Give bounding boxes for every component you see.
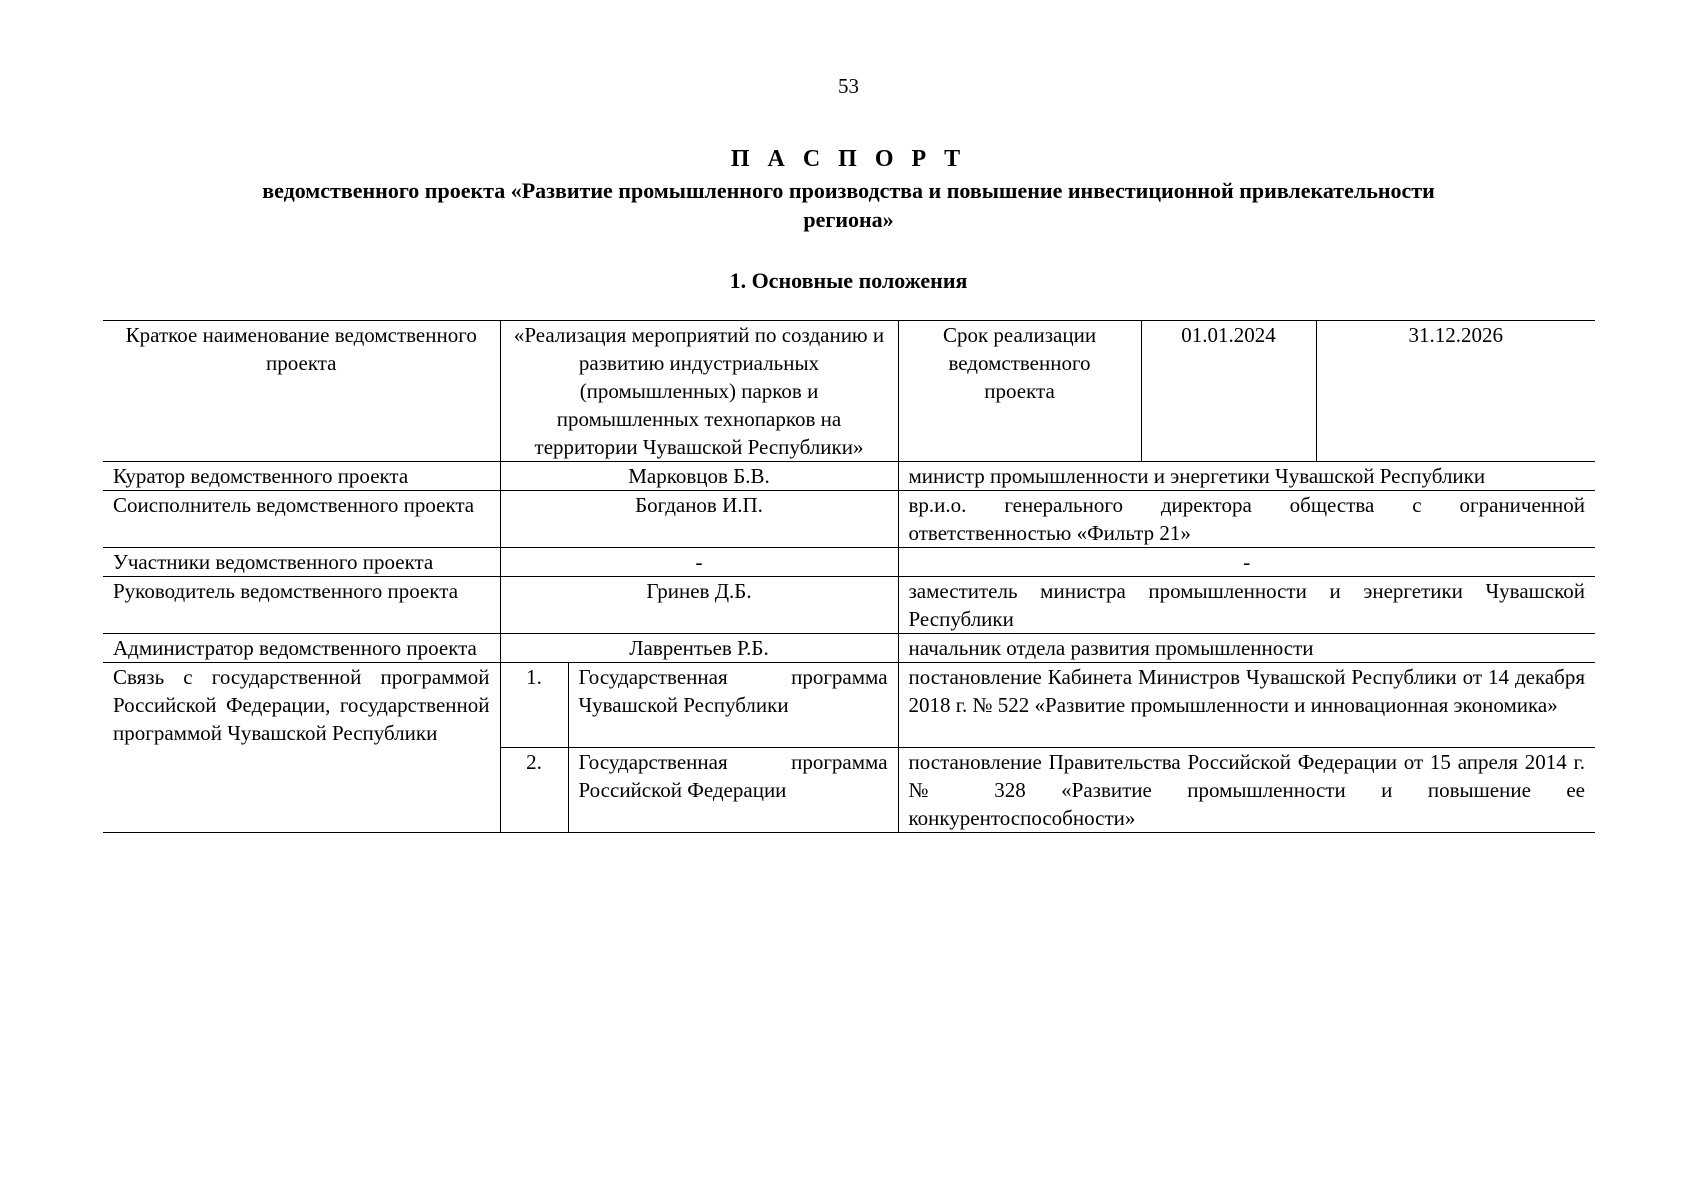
link-program-2: Государственная программа Российской Федерации	[568, 748, 898, 833]
table-row-coexecutor	[103, 491, 1595, 548]
short-name-value: «Реализация мероприятий по созданию и развитию индустриальных (промышленных) парков и промышленных технопарков на территории Чувашской Республики»	[500, 321, 898, 462]
table-row-head	[103, 577, 1595, 634]
document-title: П А С П О Р Т	[730, 146, 967, 172]
document-subtitle: ведомственного проекта «Развитие промышленного производства и повышение инвестиционной привлекательности региона»	[262, 178, 1435, 232]
link-program-1: Государственная программа Чувашской Республики	[568, 663, 898, 748]
coexecutor-label: Соисполнитель ведомственного проекта	[103, 491, 500, 548]
curator-position: министр промышленности и энергетики Чувашской Республики	[898, 462, 1595, 491]
table-row-curator	[103, 462, 1595, 491]
links-label: Связь с государственной программой Российской Федерации, государственной программой Чувашской Республики	[103, 663, 500, 833]
curator-label: Куратор ведомственного проекта	[103, 462, 500, 491]
participants-name: -	[500, 548, 898, 577]
short-name-label: Краткое наименование ведомственного проекта	[103, 321, 500, 462]
section-heading: 1. Основные положения	[729, 268, 968, 293]
page-number: 53	[838, 74, 859, 98]
table-row-participants	[103, 548, 1595, 577]
admin-name: Лаврентьев Р.Б.	[500, 634, 898, 663]
table-row-short-name	[103, 321, 1595, 462]
period-label: Срок реализации ведомственного проекта	[898, 321, 1141, 462]
link-document-1: постановление Кабинета Министров Чувашской Республики от 14 декабря 2018 г. № 522 «Развитие промышленности и инновационная экономика»	[898, 663, 1595, 748]
passport-table	[103, 320, 1595, 833]
table-row-link-1	[103, 663, 1595, 748]
participants-label: Участники ведомственного проекта	[103, 548, 500, 577]
coexecutor-position: вр.и.о. генерального директора общества с ограниченной ответственностью «Фильтр 21»	[898, 491, 1595, 548]
link-num-2: 2.	[500, 748, 568, 833]
head-position: заместитель министра промышленности и энергетики Чувашской Республики	[898, 577, 1595, 634]
admin-position: начальник отдела развития промышленности	[898, 634, 1595, 663]
table-row-admin	[103, 634, 1595, 663]
head-label: Руководитель ведомственного проекта	[103, 577, 500, 634]
participants-position: -	[898, 548, 1595, 577]
coexecutor-name: Богданов И.П.	[500, 491, 898, 548]
end-date: 31.12.2026	[1316, 321, 1595, 462]
head-name: Гринев Д.Б.	[500, 577, 898, 634]
curator-name: Марковцов Б.В.	[500, 462, 898, 491]
admin-label: Администратор ведомственного проекта	[103, 634, 500, 663]
link-num-1: 1.	[500, 663, 568, 748]
start-date: 01.01.2024	[1141, 321, 1316, 462]
link-document-2: постановление Правительства Российской Федерации от 15 апреля 2014 г. № 328 «Развитие промышленности и повышение ее конкурентоспособности»	[898, 748, 1595, 833]
